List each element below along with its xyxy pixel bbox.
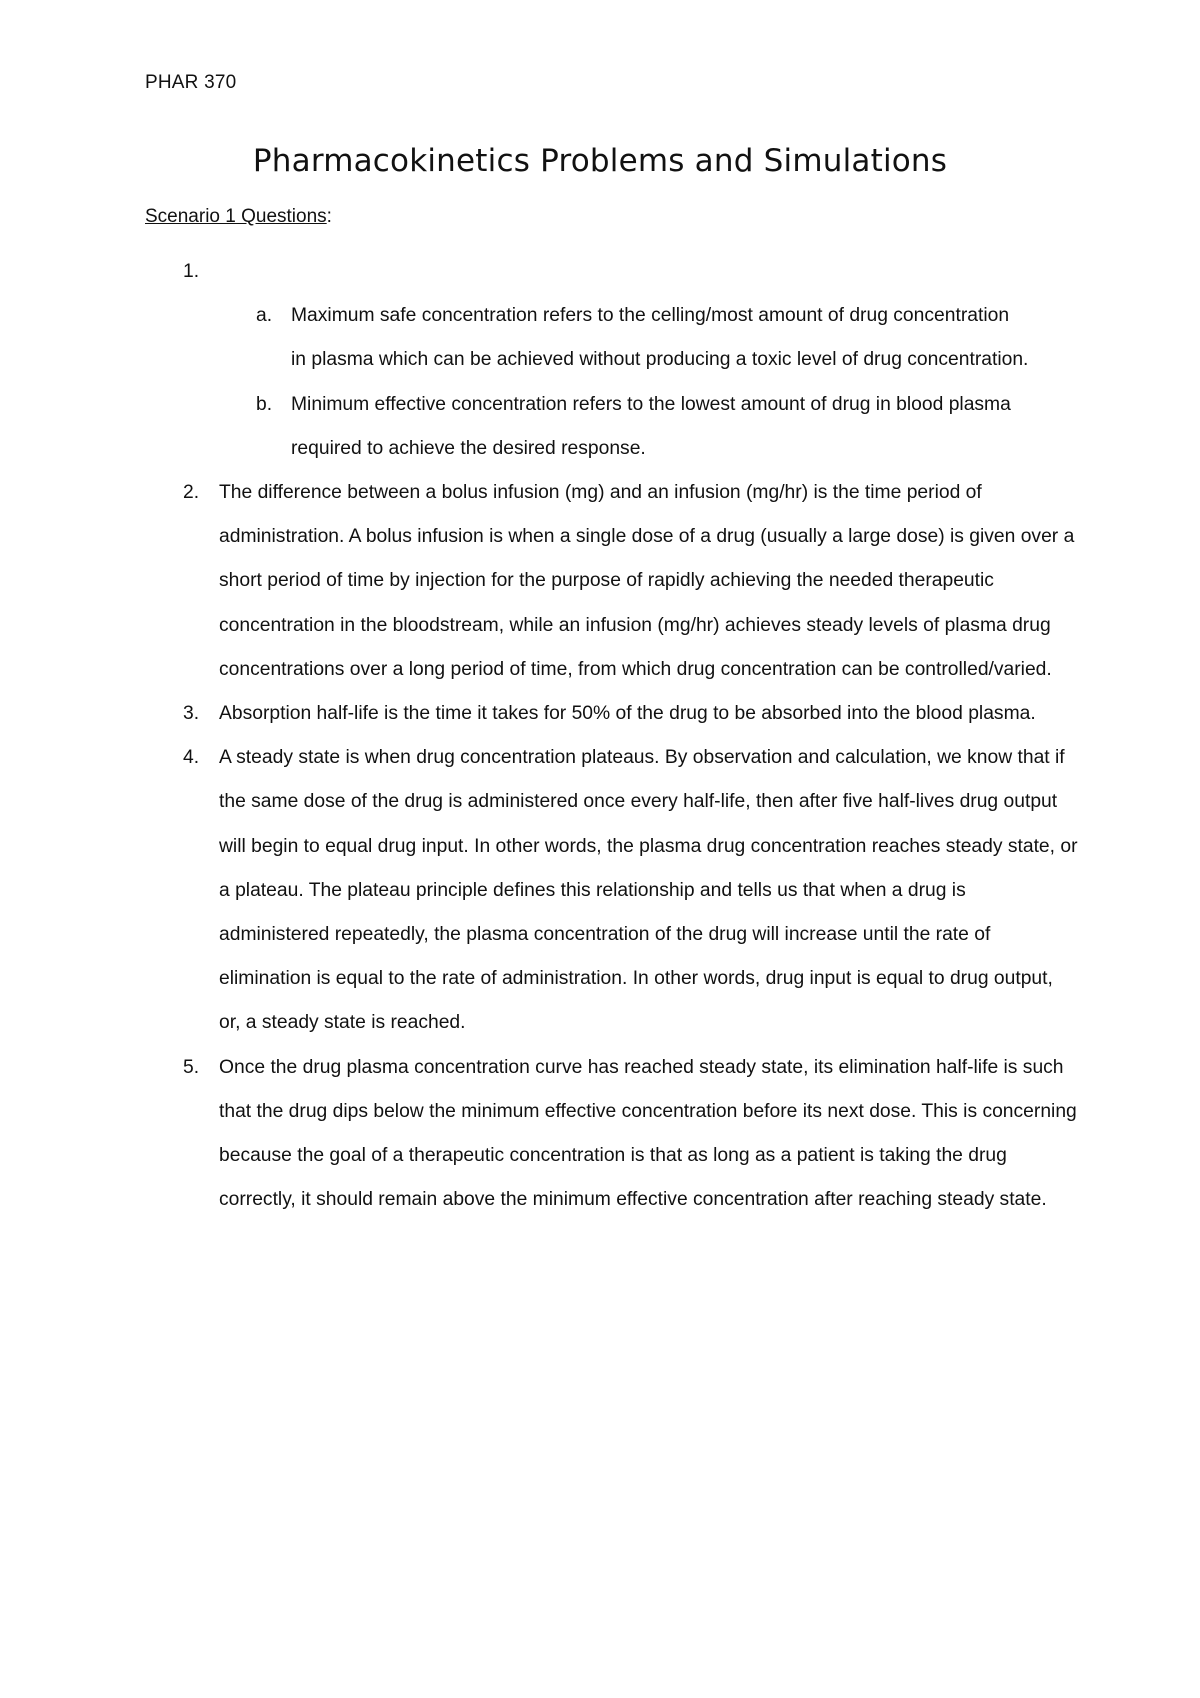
question-1-subitem-a [0, 294, 1029, 382]
question-marker: 3. [183, 703, 200, 725]
question-item-1 [0, 250, 1079, 294]
question-item-3 [0, 692, 1079, 736]
question-marker: 5. [183, 1056, 200, 1078]
subitem-marker: b. [256, 393, 273, 415]
question-marker: 4. [183, 747, 200, 769]
question-item-5 [0, 1046, 1079, 1223]
question-item-2 [0, 471, 1079, 692]
question-marker: 2. [183, 482, 200, 503]
question-text [219, 250, 1079, 294]
question-text: Absorption half-life is the time it takes for 50% of the drug to be absorbed into the blood plasma. [219, 703, 1036, 725]
subitem-text: Minimum effective concentration refers to the lowest amount of drug in blood plasma required to achieve the desired response. [291, 393, 1011, 459]
scenario-heading-text: Scenario 1 Questions [145, 206, 327, 227]
course-header: PHAR 370 [145, 72, 237, 93]
question-list [0, 250, 1200, 1222]
question-text: Once the drug plasma concentration curve has reached steady state, its elimination half-life is such that the drug dips below the minimum effective concentration before its next dose. This is concerning because the goal of a therapeutic concentration is that as long as a patient is taking the drug correctly, it should remain above the minimum effective concentration after reaching steady state. [219, 1056, 1077, 1211]
subitem-text: Maximum safe concentration refers to the celling/most amount of drug concentration in plasma which can be achieved without producing a toxic level of drug concentration. [291, 305, 1029, 371]
document-title: Pharmacokinetics Problems and Simulations [252, 143, 948, 179]
question-text: The difference between a bolus infusion (mg) and an infusion (mg/hr) is the time period of administration. A bolus infusion is when a single dose of a drug (usually a large dose) is given over a short period of time by injection for the purpose of rapidly achieving the needed therapeutic concentration in the bloodstream, while an infusion (mg/hr) achieves steady levels of plasma drug concentrations over a long period of time, from which drug concentration can be controlled/varied. [219, 482, 1075, 680]
subitem-marker: a. [256, 305, 273, 327]
question-text: A steady state is when drug concentration plateaus. By observation and calculation, we know that if the same dose of the drug is administered once every half-life, then after five half-lives drug output will begin to equal drug input. In other words, the plasma drug concentration reaches steady state, or a plateau. The plateau principle defines this relationship and tells us that when a drug is administered repeatedly, the plasma concentration of the drug will increase until the rate of elimination is equal to the rate of administration. In other words, drug input is equal to drug output, or, a steady state is reached. [219, 747, 1078, 1034]
question-item-4 [0, 736, 1079, 1045]
scenario-heading-colon: : [326, 206, 332, 227]
question-marker: 1. [183, 261, 200, 282]
scenario-heading [145, 206, 332, 228]
question-1-subitem-b [0, 383, 1029, 471]
